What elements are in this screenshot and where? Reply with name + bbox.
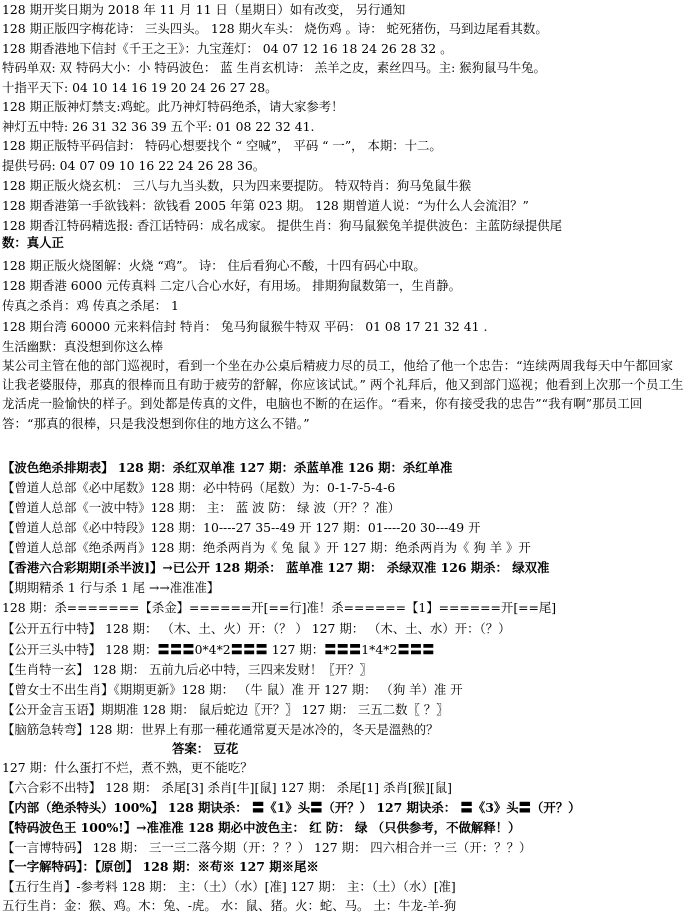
humor-title-line: 生活幽默：真没想到你这么棒 bbox=[2, 339, 164, 354]
record-golden-words: 【公开金言玉语】期期准 128 期： 鼠后蛇边〖开？〗 127 期： 三五二数〖 ？〗 bbox=[2, 702, 449, 717]
record-must-segment: 【曾道人总部《必中特段》128 期：10----27 35--49 开 127 期：01----20 30---49 开 bbox=[2, 520, 481, 535]
special-flat-letter-line: 128 期正版特平码信封： 特码心想要找个 “ 空喊”， 平码 “ 一”， 本期：十二。 bbox=[2, 138, 442, 153]
record-kill-row-tail-title: 【期期精杀 1 行与杀 1 尾 →→准准准】 bbox=[2, 580, 220, 595]
record-no-special: 【六合彩不出特】 128 期： 杀尾[3] 杀肖[牛][鼠] 127 期： 杀尾[1] 杀肖[猴][鼠] bbox=[2, 780, 452, 795]
record-one-word-bet: 【一言博特码】 128 期： 三一三二落今期（开：？？） 127 期： 四六相合并一三（开：？？） bbox=[2, 840, 532, 855]
humor-story-paragraph: 某公司主管在他的部门巡视时，看到一个坐在办公桌后精疲力尽的员工，他给了他一个忠告：“连续两周我每天中午都回家让我老婆服侍，那真的很棒而且有助于疲劳的舒解，你应该试试。” 两个礼拜后，他又到部门巡视；他看到上次那一个员工生龙活虎一脸愉快的样子。到处都是传真的文件，电脑也不断的在运作。“看来，你有接受我的忠告”“我有啊”那员工回答：“那真的很棒，只是我没想到你住的地方这么不错。” bbox=[2, 358, 684, 431]
plum-poem-line: 128 期正版四字梅花诗： 三头四头。 128 期火车头： 烧伤鸡 。诗： 蛇死猪伤，马到边尾看其数。 bbox=[2, 21, 548, 36]
record-one-char: 【一字解特码】：【原创】 128 期：※苟※ 127 期※尾※ bbox=[2, 859, 319, 874]
record-ms-zodiac: 【曾女士不出生肖】《期期更新》128 期： （牛 鼠）准 开 127 期： （狗 羊）准 开 bbox=[2, 682, 463, 697]
xiangjiang-selection-line: 128 期香江特码精选报: 香江话特码：成名成家。 提供生肖：狗马鼠猴兔羊提供波色：主蓝防绿提供尾 bbox=[2, 218, 563, 233]
fire-illustration-line: 128 期正版火烧图解：火烧 “鸡”。 诗： 住后看狗心不酸，十四有码心中取。 bbox=[2, 258, 426, 273]
record-wave-color-kill: 【波色绝杀排期表】 128 期：杀红双单准 127 期：杀蓝单准 126 期：杀红单准 bbox=[2, 460, 453, 475]
record-hk-half-wave: 【香港六合彩期期[杀半波]】→已公开 128 期杀： 蓝单准 127 期： 杀绿双准 126 期杀： 绿双准 bbox=[2, 560, 550, 575]
hk-fax-line: 128 期香港 6000 元传真料 二定八合心水好，有用场。 排期狗鼠数第一，生肖静。 bbox=[2, 278, 461, 293]
fire-mystery-line: 128 期正版火烧玄机： 三八与九当头数，只为四来要提防。 特双特肖：狗马兔鼠牛猴 bbox=[2, 178, 472, 193]
taiwan-letter-line: 128 期台湾 60000 元来料信封 特肖： 兔马狗鼠猴牛特双 平码： 01 08 17 21 32 41 . bbox=[2, 319, 488, 334]
draw-date-line: 128 期开奖日期为 2018 年 11 月 11 日（星期日）如有改变， 另行通知 bbox=[2, 2, 406, 17]
record-kill-two-zodiac: 【曾道人总部《绝杀两肖》128 期：绝杀两肖为《 兔 鼠 》开 127 期：绝杀两肖为《 狗 羊 》开 bbox=[2, 540, 531, 555]
record-wave-king: 【特码波色王 100%!】→准准准 128 期必中波色主： 红 防： 绿 （只供参考，不做解释！） bbox=[2, 820, 521, 835]
ten-fingers-line: 十指平天下: 04 10 14 16 19 20 24 26 27 28。 bbox=[2, 80, 278, 95]
record-internal-kill-head: 【内部（绝杀特头）100%】 128 期诀杀： 〓《1》头〓（开？） 127 期诀杀： 〓《3》头〓（开？） bbox=[2, 800, 581, 815]
record-five-element-zodiac: 【五行生肖】-参考料 128 期： 主：（土）（水）[准] 127 期： 主：（土）（水）[准] bbox=[2, 879, 456, 894]
magic-lamp-five-line: 神灯五中特: 26 31 32 36 39 五个平: 01 08 22 32 41. bbox=[2, 119, 315, 134]
hk-underground-letter-line: 128 期香港地下信封《千王之王》：九宝莲灯： 04 07 12 16 18 24 26 28 32 。 bbox=[2, 41, 453, 56]
hk-first-hand-line: 128 期香港第一手欲钱料：欲钱看 2005 年第 023 期。 128 期曾道人说：“为什么人会流泪？” bbox=[2, 198, 529, 213]
fax-kill-line: 传真之杀肖：鸡 传真之杀尾： 1 bbox=[2, 298, 179, 313]
magic-lamp-line: 128 期正版神灯禁支:鸡蛇。此乃神灯特码绝杀，请大家参考！ bbox=[2, 99, 344, 114]
record-must-tail: 【曾道人总部《必中尾数》128 期：必中特码（尾数）为：0-1-7-5-4-6 bbox=[2, 480, 396, 495]
record-riddle: 【脑筋急转弯】128 期：世界上有那一種花通常夏天是冰冷的，冬天是溫熱的？ bbox=[2, 722, 439, 737]
record-zodiac-mystery: 【生肖特一玄】 128 期： 五前九后必中特，三四来发财！〖开？〗 bbox=[2, 662, 373, 677]
xiangjiang-selection-cont: 数：真人正 bbox=[2, 235, 64, 250]
record-five-element-list: 五行生肖：金：猴、鸡。木：兔、-虎。 水：鼠、猪。火：蛇、马。 土：牛龙-羊-狗 bbox=[2, 898, 457, 913]
record-three-heads: 【公开三头中特】 128 期：〓〓〓0*4*2〓〓〓 127 期：〓〓〓1*4*2〓〓〓 bbox=[2, 642, 435, 657]
record-riddle-answer: 答案： 豆花 bbox=[172, 741, 239, 756]
record-one-wave: 【曾道人总部《一波中特》128 期： 主： 蓝 波 防： 绿 波（开？？准） bbox=[2, 500, 401, 515]
record-riddle-127: 127 期：什么蛋打不烂，煮不熟，更不能吃？ bbox=[2, 760, 253, 775]
record-kill-row-tail-value: 128 期：杀=======【杀金】======开[==行]准！杀======【1】======开[==尾] bbox=[2, 600, 557, 615]
record-five-elements: 【公开五行中特】 128 期： （木、土、火）开：（？ ） 127 期： （木、土、水）开：（？） bbox=[2, 621, 511, 636]
special-code-attributes-line: 特码单双: 双 特码大小：小 特码波色： 蓝 生肖玄机诗： 羔羊之皮，素丝四马。主: 猴狗鼠马牛兔。 bbox=[2, 60, 546, 75]
provided-numbers-line: 提供号码: 04 07 09 10 16 22 24 26 28 36。 bbox=[2, 158, 266, 173]
